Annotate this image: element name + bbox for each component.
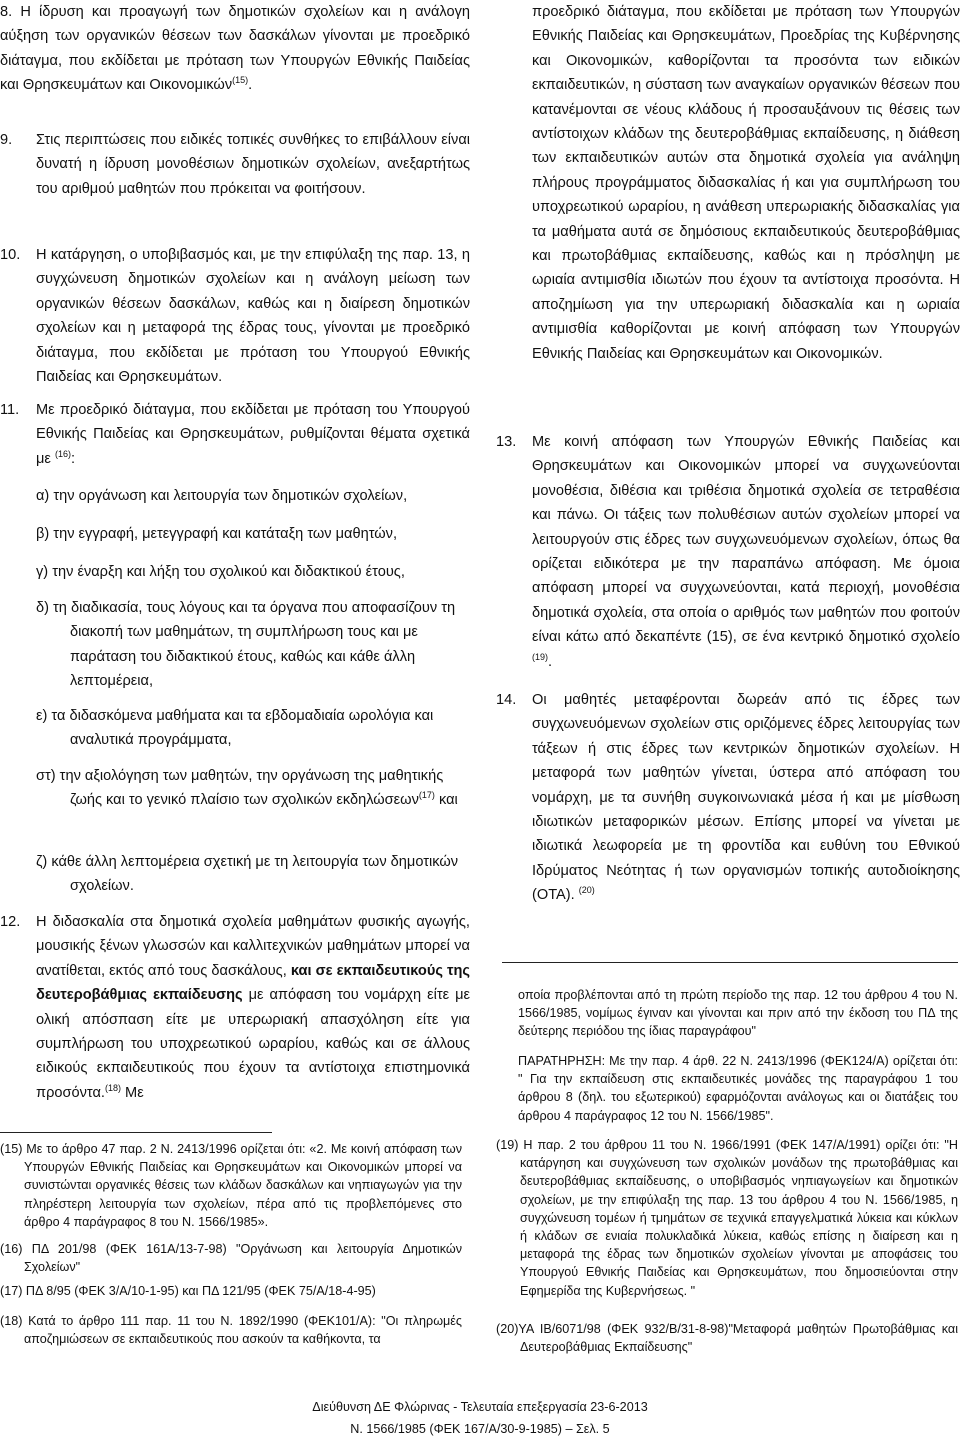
paragraph-9-number: 9. [0, 132, 13, 148]
footnote-16 [0, 1240, 462, 1276]
list-item-b [36, 522, 470, 546]
footnote-16-text: (16) ΠΔ 201/98 (ΦΕΚ 161Α/13-7-98) "Οργάνωση και λειτουργία Δημοτικών Σχολείων" [0, 1242, 462, 1275]
footnote-19 [496, 1136, 958, 1300]
paragraph-12-number: 12. [0, 914, 21, 930]
footnote-17-text: (17) ΠΔ 8/95 (ΦΕΚ 3/Α/10-1-95) και ΠΔ 121/95 (ΦΕΚ 75/Α/18-4-95) [0, 1284, 376, 1298]
paragraph-12-end: Με [120, 1084, 144, 1101]
footnote-19-text: (19) Η παρ. 2 του άρθρου 11 του Ν. 1966/1991 (ΦΕΚ 147/Α/1991) ορίζει ότι: "Η κατάργηση και συγχώνευση των σχολικών μονάδων της πρωτοβάθμιας και δευτεροβάθμιας εκπαίδευσης, ο υποβιβασμός νηπιαγωγείων και δημοτικών σχολείων, με την επιφύλαξη της παρ. 13 του άρθρου 4 του Ν. 1566/1985, η συγχώνευση τομέων ή τμημάτων σε τεχνικά επαγγελματικά λύκεια και κύκλων ή κλάδων σε ενιαία πολυκλαδικά λύκεια, καθώς επίσης η διαίρεση και η μεταφορά της έδρας των δημοτικών σχολείων γίνονται με αποφάσεις του Υπουργού Εθνικής Παιδείας και Θρησκευμάτων, που δημοσιεύονται στην Εφημερίδα της Κυβερνήσεως. " [496, 1138, 958, 1298]
list-item-st [36, 764, 470, 813]
paragraph-14 [496, 688, 960, 908]
paragraph-11-body: Με προεδρικό διάταγμα, που εκδίδεται με πρόταση του Υπουργού Εθνικής Παιδείας και Θρησκευμάτων, ρυθμίζονται θέματα σχετικά με [36, 402, 470, 467]
paragraph-8-end: . [248, 77, 253, 94]
footnote-divider [0, 1132, 272, 1133]
paragraph-13-text [496, 430, 960, 674]
list-item-d-text: δ) τη διαδικασία, τους λόγους και τα όργανα που αποφασίζουν τη διακοπή των μαθημάτων, τη συμπλήρωση τους και με παράταση του διδακτικού έτους, καθώς και κάθε άλλη λεπτομέρεια, [36, 600, 456, 690]
paragraph-12-continued-text: προεδρικό διάταγμα, που εκδίδεται με πρόταση των Υπουργών Εθνικής Παιδείας και Θρησκευμάτων, Προεδρίας της Κυβέρνησης και Οικονομικών, καθορίζονται τα προσόντα των ειδικών εκπαιδευτικών, η σύσταση των αναγκαίων οργανικών θέσεων που κατανέμονται σε νέους κλάδους ή προσαυξάνουν τις θέσεις των αντίστοιχων κλάδων της δευτεροβάθμιας εκπαίδευσης, η διάθεση των εκπαιδευτικών αυτών στα δημοτικά σχολεία για ανάληψη πλήρους προγράμματος διδασκαλίας ή και για συμπλήρωση του υποχρεωτικού ωραρίου, η ανάθεση υπερωριακής διδασκαλίας για τα μαθήματα αυτά σε δημόσιους εκπαιδευτικούς δευτεροβάθμιας και πρωτοβάθμιας εκπαίδευσης, καθώς και η πρόσληψη με ωριαία αντιμισθία ιδιωτών που έχουν τα αντίστοιχα προσόντα. Η αποζημίωση για την υπερωριακή διδασκαλία και η ωριαία αντιμισθία καθορίζονται με κοινή απόφαση των Υπουργών Εθνικής Παιδείας και Θρησκευμάτων και Οικονομικών. [532, 4, 960, 362]
footnote-ref-18: (18) [104, 1082, 121, 1093]
footnote-divider-right [502, 962, 958, 963]
footnote-ref-16: (16) [54, 448, 71, 459]
paragraph-14-body: Οι μαθητές μεταφέρονται δωρεάν από τις έδρες των συγχωνευόμενων σχολείων στις οριζόμενες έδρες λειτουργίας των τάξεων ή στις έδρες των κεντρικών δημοτικών σχολείων. Η μεταφορά των μαθητών γίνεται, ύστερα από απόφαση του νομάρχη, με τα συνήθη συγκοινωνιακά μέσα ή και με μίσθωση ιδιωτικών μεταφορικών μέσων. Επίσης μπορεί να γίνεται με ιδιωτικά λεωφορεία με τη φροντίδα και ευθύνη του Εθνικού Ιδρύματος Νεότητας ή των οργανισμών τοπικής αυτοδιοίκησης (ΟΤΑ). [532, 692, 960, 904]
list-item-c-text: γ) την έναρξη και λήξη του σχολικού και διδακτικού έτους, [36, 564, 405, 580]
list-item-a [36, 484, 470, 508]
list-item-st-body: στ) την αξιολόγηση των μαθητών, την οργάνωση της μαθητικής ζωής και το γενικό πλαίσιο των σχολικών εκδηλώσεων [36, 768, 444, 809]
paragraph-12-part-a: Η διδασκαλία στα δημοτικά σχολεία μαθημάτων φυσικής αγωγής, μουσικής ξένων γλωσσών και καλλιτεχνικών μαθημάτων μπορεί να ανατίθεται, εκτός από τους δασκάλους, [36, 914, 470, 979]
footnote-20-text: (20)ΥΑ ΙΒ/6071/98 (ΦΕΚ 932/Β/31-8-98)"Μεταφορά μαθητών Πρωτοβάθμιας και Δευτεροβάθμιας Εκπαίδευσης" [496, 1322, 958, 1355]
paragraph-11-text [0, 398, 470, 471]
footer-line-1: Διεύθυνση ΔΕ Φλώρινας - Τελευταία επεξεργασία 23-6-2013 [312, 1400, 648, 1414]
list-item-z [36, 850, 470, 899]
paragraph-10-text: Η κατάργηση, ο υποβιβασμός και, με την επιφύλαξη της παρ. 13, η συγχώνευση δημοτικών σχολείων και η ανάλογη μείωση των οργανικών θέσεων δασκάλων, καθώς και η διαίρεση δημοτικών σχολείων και η μεταφορά της έδρας τους, γίνονται με προεδρικό διάταγμα, που εκδίδεται με πρόταση του Υπουργού Εθνικής Παιδείας και Θρησκευμάτων. [36, 247, 470, 386]
list-item-a-text: α) την οργάνωση και λειτουργία των δημοτικών σχολείων, [36, 488, 408, 504]
paragraph-11-end: : [71, 450, 76, 467]
paragraph-13 [496, 430, 960, 674]
footnote-18 [0, 1312, 462, 1348]
paragraph-12-bold: και σε εκπαιδευτικούς της δευτεροβάθμιας εκπαίδευσης [36, 962, 470, 1004]
paragraph-12 [0, 910, 470, 1105]
footnote-ref-17: (17) [418, 790, 435, 801]
remark-note: ΠΑΡΑΤΗΡΗΣΗ: Με την παρ. 4 άρθ. 22 Ν. 2413/1996 (ΦΕΚ124/Α) ορίζεται ότι: " Για την εκπαίδευση στις εκπαιδευτικές μονάδες της παραγράφου 1 του άρθρου 8 (δηλ. του εξωτερικού) εφαρμόζονται ανάλογως και οι διατάξεις του άρθρου 4 παράγραφος 12 του Ν. 1566/1985". [518, 1054, 958, 1123]
paragraph-8 [0, 0, 470, 98]
list-item-z-text: ζ) κάθε άλλη λεπτομέρεια σχετική με τη λειτουργία των δημοτικών σχολείων. [36, 854, 459, 895]
list-item-b-text: β) την εγγραφή, μετεγγραφή και κατάταξη των μαθητών, [36, 526, 398, 542]
paragraph-9-text: Στις περιπτώσεις που ειδικές τοπικές συνθήκες το επιβάλλουν είναι δυνατή η ίδρυση μονοθέσιων δημοτικών σχολείων, ανεξαρτήτως του αριθμού μαθητών που πρόκειται να φοιτήσουν. [36, 132, 470, 197]
footnote-20 [496, 1320, 958, 1356]
paragraph-9 [0, 128, 470, 201]
footnote-ref-20: (20) [578, 885, 595, 896]
list-item-e [36, 704, 470, 753]
paragraph-10-number: 10. [0, 247, 21, 263]
footnote-18-continued: οποία προβλέπονται από τη πρώτη περίοδο της παρ. 12 του άρθρου 4 του Ν. 1566/1985, νομίμως έγιναν και γίνονται και πριν από την έκδοση του ΠΔ της δεύτερης περιόδου της ίδιας παραγράφου" [518, 988, 958, 1039]
footnote-ref-15: (15) [232, 75, 249, 86]
paragraph-12-continued [496, 0, 960, 366]
list-item-st-end: και [434, 792, 458, 809]
footnote-15-text: (15) Με το άρθρο 47 παρ. 2 Ν. 2413/1996 ορίζεται ότι: «2. Με κοινή απόφαση των Υπουργών Εθνικής Παιδείας και Θρησκευμάτων και Οικονομικών μπορεί να συνιστώνται οργανικές θέσεις των κλάδων δασκάλων και νηπιαγωγών για την πληρέστερη λειτουργία των σχολείων, πέρα από τις προβλεπόμενες στο άρθρο 4 παράγραφος 8 του Ν. 1566/1985». [0, 1142, 462, 1229]
list-item-d [36, 596, 470, 694]
footnote-18-text: (18) Κατά το άρθρο 111 παρ. 11 του Ν. 1892/1990 (ΦΕΚ101/Α): "Οι πληρωμές αποζημιώσεων σε εκπαιδευτικούς που ασκούν τα καθήκοντα, τα [0, 1314, 462, 1347]
footnote-ref-19: (19) [532, 651, 549, 662]
list-item-e-text: ε) τα διδασκόμενα μαθήματα και τα εβδομαδιαία ωρολόγια και αναλυτικά προγράμματα, [36, 708, 434, 749]
paragraph-12-text [0, 910, 470, 1105]
list-item-st-text [36, 764, 470, 813]
paragraph-14-text [496, 688, 960, 908]
paragraph-11 [0, 398, 470, 471]
paragraph-13-body: Με κοινή απόφαση των Υπουργών Εθνικής Παιδείας και Θρησκευμάτων και Οικονομικών μπορεί να συγχωνεύονται μονοθέσια, διθέσια και τριθέσια δημοτικά σχολεία σε τετραθέσια και πάνω. Οι τάξεις των πολυθέσιων αυτών σχολείων μπορεί να λειτουργούν στις έδρες των συγχωνευόμενων σχολείων, όπως θα ορίζεται ειδικότερα με την παραπάνω απόφαση. Με όμοια απόφαση μπορεί να συγχωνεύονται, κατά περιοχή, μονοθέσια δημοτικά σχολεία, στα οποία ο αριθμός των μαθητών που φοιτούν είναι κάτω από δεκαπέντε (15), σε ένα κεντρικό δημοτικό σχολείο [532, 434, 960, 646]
list-item-c [36, 560, 470, 584]
footnote-17 [0, 1282, 462, 1300]
paragraph-11-number: 11. [0, 402, 20, 418]
paragraph-10 [0, 243, 470, 389]
paragraph-14-number: 14. [496, 692, 517, 708]
paragraph-13-end: . [548, 653, 553, 670]
paragraph-8-text: 8. Η ίδρυση και προαγωγή των δημοτικών σχολείων και η ανάλογη αύξηση των οργανικών θέσεων των δασκάλων γίνονται με προεδρικό διάταγμα, που εκδίδεται με πρόταση των Υπουργών Εθνικής Παιδείας και Θρησκευμάτων και Οικονομικών [0, 4, 470, 94]
paragraph-13-number: 13. [496, 434, 517, 450]
footnote-15 [0, 1140, 462, 1231]
footer-line-2: Ν. 1566/1985 (ΦΕΚ 167/Α/30-9-1985) – Σελ. 5 [350, 1422, 610, 1436]
paragraph-12-part-b: με απόφαση του νομάρχη είτε με ολική απόσπαση είτε με υπερωριακή απασχόληση είτε για συμπλήρωση του υποχρεωτικού ωραρίου, καθώς και σε άλλους ειδικούς εκπαιδευτικούς που έχουν τα αντίστοιχα επιστημονικά προσόντα. [36, 987, 470, 1101]
